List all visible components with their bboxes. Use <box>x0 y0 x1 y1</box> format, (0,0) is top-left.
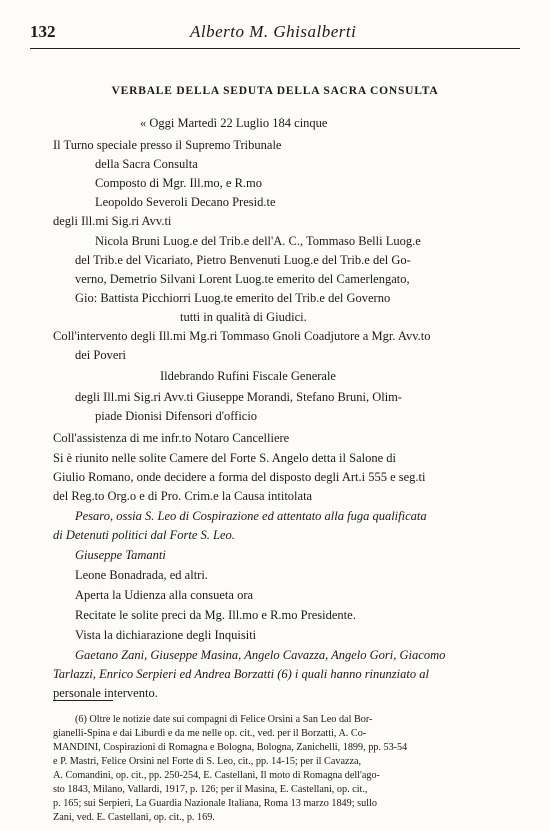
body-line: del Reg.to Org.o e di Pro. Crim.e la Causa intitolata <box>53 489 313 503</box>
body-line: Gio: Battista Picchiorri Luog.te emerito del Trib.e del Governo <box>75 291 391 305</box>
body-line: del Trib.e del Vicariato, Pietro Benvenuti Luog.e del Trib.e del Go- <box>75 253 411 267</box>
defendant-name: Leone Bonadrada, ed altri. <box>75 568 208 582</box>
footnote-line: Zani, ved. E. Castellani, op. cit., p. 169. <box>53 812 215 823</box>
body-line: personale intervento. <box>53 686 158 700</box>
footnote-line: A. Comandini, op. cit., pp. 250-254, E. Castellani, Il moto di Romagna dell'ago- <box>53 770 380 781</box>
body-line: Gaetano Zani, Giuseppe Masina, Angelo Cavazza, Angelo Gori, Giacomo <box>75 648 446 662</box>
body-line: degli Ill.mi Sig.ri Avv.ti <box>53 214 172 228</box>
body-line: Si è riunito nelle solite Camere del Forte S. Angelo detta il Salone di <box>53 451 396 465</box>
body-line: Giulio Romano, onde decidere a forma del disposto degli Art.i 555 e seg.ti <box>53 470 426 484</box>
body-line: Recitate le solite preci da Mg. Ill.mo e R.mo Presidente. <box>75 608 356 622</box>
body-line: « Oggi Martedì 22 Luglio 184 cinque <box>140 116 328 130</box>
footnote-line: sto 1843, Milano, Vallardi, 1917, p. 126; per il Masina, E. Castellani, op. cit., <box>53 784 368 795</box>
page-header <box>30 22 520 49</box>
footnote-separator <box>53 700 113 701</box>
body-line: verno, Demetrio Silvani Lorent Luog.te emerito del Camerlengato, <box>75 272 410 286</box>
body-line: Coll'intervento degli Ill.mi Mg.ri Tommaso Gnoli Coadjutore a Mgr. Avv.to <box>53 329 431 343</box>
footnote-line: MANDINI, Cospirazioni di Romagna e Bologna, Bologna, Zanichelli, 1899, pp. 53-54 <box>53 742 408 753</box>
body-line: dei Poveri <box>75 348 127 362</box>
body-line: Leopoldo Severoli Decano Presid.te <box>95 195 276 209</box>
body-line: Ildebrando Rufini Fiscale Generale <box>160 369 336 383</box>
footnote-line: p. 165; sui Serpieri, La Guardia Nazionale Italiana, Roma 13 marzo 1849; sullo <box>53 798 377 809</box>
document-title: VERBALE DELLA SEDUTA DELLA SACRA CONSULTA <box>111 85 439 97</box>
body-line: Aperta la Udienza alla consueta ora <box>75 588 254 602</box>
case-title: Pesaro, ossia S. Leo di Cospirazione ed attentato alla fuga qualificata <box>75 509 427 523</box>
body-line: della Sacra Consulta <box>95 157 198 171</box>
body-line: tutti in qualità di Giudici. <box>180 310 307 324</box>
body-line: Coll'assistenza di me infr.to Notaro Cancelliere <box>53 431 290 445</box>
footnote-line: gianelli-Spina e dai Liburdi e da me nelle op. cit., ved. per il Borzatti, A. Co- <box>53 728 367 739</box>
case-title: di Detenuti politici dal Forte S. Leo. <box>53 528 235 542</box>
body-line: Nicola Bruni Luog.e del Trib.e dell'A. C., Tommaso Belli Luog.e <box>95 234 421 248</box>
defendant-name: Giuseppe Tamanti <box>75 548 166 562</box>
footnote-line: (6) Oltre le notizie date sui compagni di Felice Orsini a San Leo dal Bor- <box>75 714 373 725</box>
body-line: Vista la dichiarazione degli Inquisiti <box>75 628 257 642</box>
footnote-line: e P. Mastri, Felice Orsini nel Forte di S. Leo, cit., pp. 14-15; per il Cavazza, <box>53 756 362 767</box>
body-line: Il Turno speciale presso il Supremo Tribunale <box>53 138 282 152</box>
body-line: piade Dionisi Difensori d'officio <box>95 409 258 423</box>
running-head: Alberto M. Ghisalberti <box>190 22 357 41</box>
body-line: Composto di Mgr. Ill.mo, e R.mo <box>95 176 263 190</box>
body-line: Tarlazzi, Enrico Serpieri ed Andrea Borzatti (6) i quali hanno rinunziato al <box>53 667 429 681</box>
page-number: 132 <box>30 22 56 41</box>
body-line: degli Ill.mi Sig.ri Avv.ti Giuseppe Morandi, Stefano Bruni, Olim- <box>75 390 403 404</box>
